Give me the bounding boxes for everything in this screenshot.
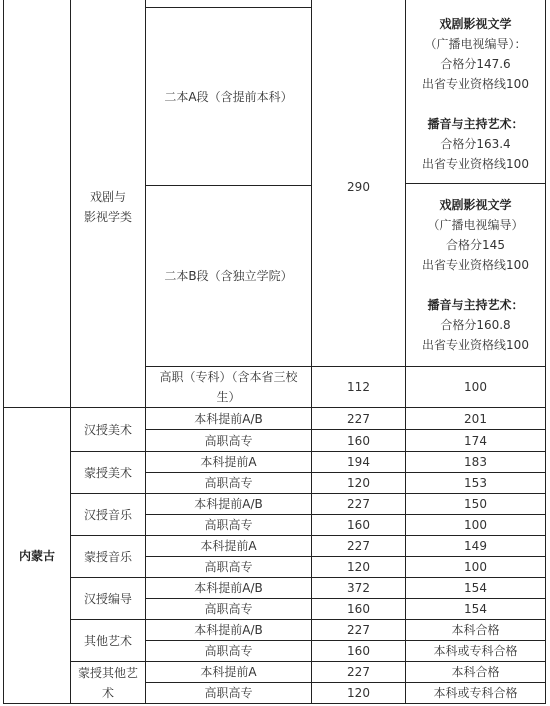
level-cell xyxy=(146,599,311,619)
group-cell xyxy=(71,662,145,703)
note-line: 出省专业资格线100 xyxy=(422,157,529,171)
note-title: 戏剧影视文学 xyxy=(439,17,512,31)
score-cell xyxy=(312,536,405,556)
note-line: 合格分163.4 xyxy=(440,137,511,151)
level-cell xyxy=(146,557,311,577)
professional-cell xyxy=(406,557,545,577)
score-cell xyxy=(312,452,405,472)
professional-cell xyxy=(406,641,545,661)
score-value: 160 xyxy=(347,433,370,448)
score-value: 112 xyxy=(347,380,370,394)
score-value: 120 xyxy=(347,476,370,490)
notes-cell-b xyxy=(406,184,545,366)
professional-value: 149 xyxy=(464,539,487,553)
category-name: 戏剧与 影视学类 xyxy=(83,190,132,224)
professional-value: 100 xyxy=(464,560,487,574)
level-text: 本科提前A/B xyxy=(194,623,263,637)
score-cell xyxy=(312,578,405,598)
professional-value: 154 xyxy=(464,581,487,595)
note-line: 合格分160.8 xyxy=(440,318,511,332)
professional-cell xyxy=(406,620,545,640)
professional-cell xyxy=(406,452,545,472)
level-text: 二本A段（含提前本科） xyxy=(164,89,293,104)
level-text: 高职高专 xyxy=(204,602,253,616)
group-name: 汉授编导 xyxy=(83,591,132,606)
score-cell xyxy=(312,515,405,535)
note-title: 戏剧影视文学 xyxy=(439,198,512,212)
professional-value: 本科或专科合格 xyxy=(433,686,518,700)
group-name: 蒙授其他艺术 xyxy=(77,665,138,700)
level-cell-vocational xyxy=(146,367,311,407)
score-value: 120 xyxy=(347,686,370,700)
score-value: 290 xyxy=(347,180,370,194)
level-cell xyxy=(146,578,311,598)
level-cell xyxy=(146,408,311,429)
level-text: 二本B段（含独立学院） xyxy=(164,269,293,283)
level-text: 本科提前A xyxy=(200,455,257,469)
level-text: 本科提前A xyxy=(200,665,257,679)
level-text: 本科提前A xyxy=(200,539,257,553)
score-value: 227 xyxy=(347,665,370,679)
group-name: 蒙授音乐 xyxy=(83,549,132,564)
professional-value: 本科合格 xyxy=(451,665,500,679)
level-cell-a xyxy=(146,8,311,185)
professional-value: 100 xyxy=(464,380,487,394)
category-cell xyxy=(71,185,145,229)
score-cell xyxy=(312,662,405,682)
note-line: 合格分145 xyxy=(446,238,505,252)
level-text: 高职高专 xyxy=(204,476,253,490)
professional-cell xyxy=(406,473,545,493)
score-cell xyxy=(312,408,405,429)
group-cell xyxy=(71,494,145,535)
professional-value: 本科或专科合格 xyxy=(433,644,518,658)
professional-cell xyxy=(406,683,545,703)
professional-value: 201 xyxy=(464,411,487,426)
group-cell xyxy=(71,408,145,451)
professional-cell xyxy=(406,515,545,535)
group-name: 汉授音乐 xyxy=(83,507,132,522)
group-cell xyxy=(71,578,145,619)
level-text: 高职高专 xyxy=(204,518,253,532)
note-line: 出省专业资格线100 xyxy=(422,258,529,272)
group-cell xyxy=(71,536,145,577)
level-cell xyxy=(146,620,311,640)
level-text: 高职高专 xyxy=(204,560,253,574)
note-title: 播音与主持艺术： xyxy=(427,298,524,312)
professional-value: 154 xyxy=(464,602,487,616)
level-cell xyxy=(146,683,311,703)
level-cell xyxy=(146,515,311,535)
score-cell xyxy=(312,641,405,661)
professional-value: 153 xyxy=(464,476,487,490)
professional-value: 本科合格 xyxy=(451,623,500,637)
notes-cell-a xyxy=(406,5,545,183)
group-cell xyxy=(71,620,145,661)
level-cell xyxy=(146,641,311,661)
professional-value: 183 xyxy=(464,455,487,469)
note-line: 出省专业资格线100 xyxy=(422,77,529,91)
level-cell xyxy=(146,452,311,472)
level-text: 高职高专 xyxy=(204,433,253,448)
level-text: 高职（专科）（含本省三校生） xyxy=(159,370,298,404)
score-value: 160 xyxy=(347,518,370,532)
professional-value: 100 xyxy=(464,518,487,532)
score-cell xyxy=(312,473,405,493)
score-value: 160 xyxy=(347,644,370,658)
score-cell xyxy=(312,557,405,577)
score-value: 227 xyxy=(347,497,370,511)
professional-cell xyxy=(406,408,545,429)
score-value: 120 xyxy=(347,560,370,574)
note-line: 出省专业资格线100 xyxy=(422,338,529,352)
score-value: 227 xyxy=(347,623,370,637)
note-title: 播音与主持艺术： xyxy=(427,117,524,131)
province-name: 内蒙古 xyxy=(18,548,55,563)
score-value: 227 xyxy=(347,411,370,426)
group-name: 蒙授美术 xyxy=(83,465,132,480)
level-text: 本科提前A/B xyxy=(194,497,263,511)
level-text: 本科提前A/B xyxy=(194,581,263,595)
score-cell xyxy=(312,620,405,640)
professional-cell xyxy=(406,367,545,407)
score-value: 194 xyxy=(347,455,370,469)
level-cell-b xyxy=(146,186,311,366)
group-name: 汉授美术 xyxy=(83,422,132,437)
province-cell xyxy=(4,408,70,703)
score-value: 160 xyxy=(347,602,370,616)
note-line: （广播电视编导） xyxy=(427,218,524,232)
score-cell xyxy=(312,683,405,703)
professional-cell xyxy=(406,430,545,451)
score-cell xyxy=(312,367,405,407)
note-line: 合格分147.6 xyxy=(440,57,511,71)
professional-value: 174 xyxy=(464,433,487,448)
professional-cell xyxy=(406,662,545,682)
professional-cell xyxy=(406,578,545,598)
score-cell xyxy=(312,599,405,619)
score-cell xyxy=(312,494,405,514)
level-cell xyxy=(146,473,311,493)
level-text: 本科提前A/B xyxy=(194,411,263,426)
professional-cell xyxy=(406,536,545,556)
score-value: 227 xyxy=(347,539,370,553)
group-name: 其他艺术 xyxy=(83,633,132,648)
level-cell xyxy=(146,536,311,556)
score-cell xyxy=(312,430,405,451)
group-cell xyxy=(71,452,145,493)
level-cell xyxy=(146,662,311,682)
level-text: 高职高专 xyxy=(204,686,253,700)
level-cell xyxy=(146,430,311,451)
level-text: 高职高专 xyxy=(204,644,253,658)
level-cell xyxy=(146,494,311,514)
professional-cell xyxy=(406,494,545,514)
professional-value: 150 xyxy=(464,497,487,511)
note-line: （广播电视编导）： xyxy=(424,37,527,51)
professional-cell xyxy=(406,599,545,619)
score-value: 372 xyxy=(347,581,370,595)
score-cell-shared xyxy=(312,8,405,366)
